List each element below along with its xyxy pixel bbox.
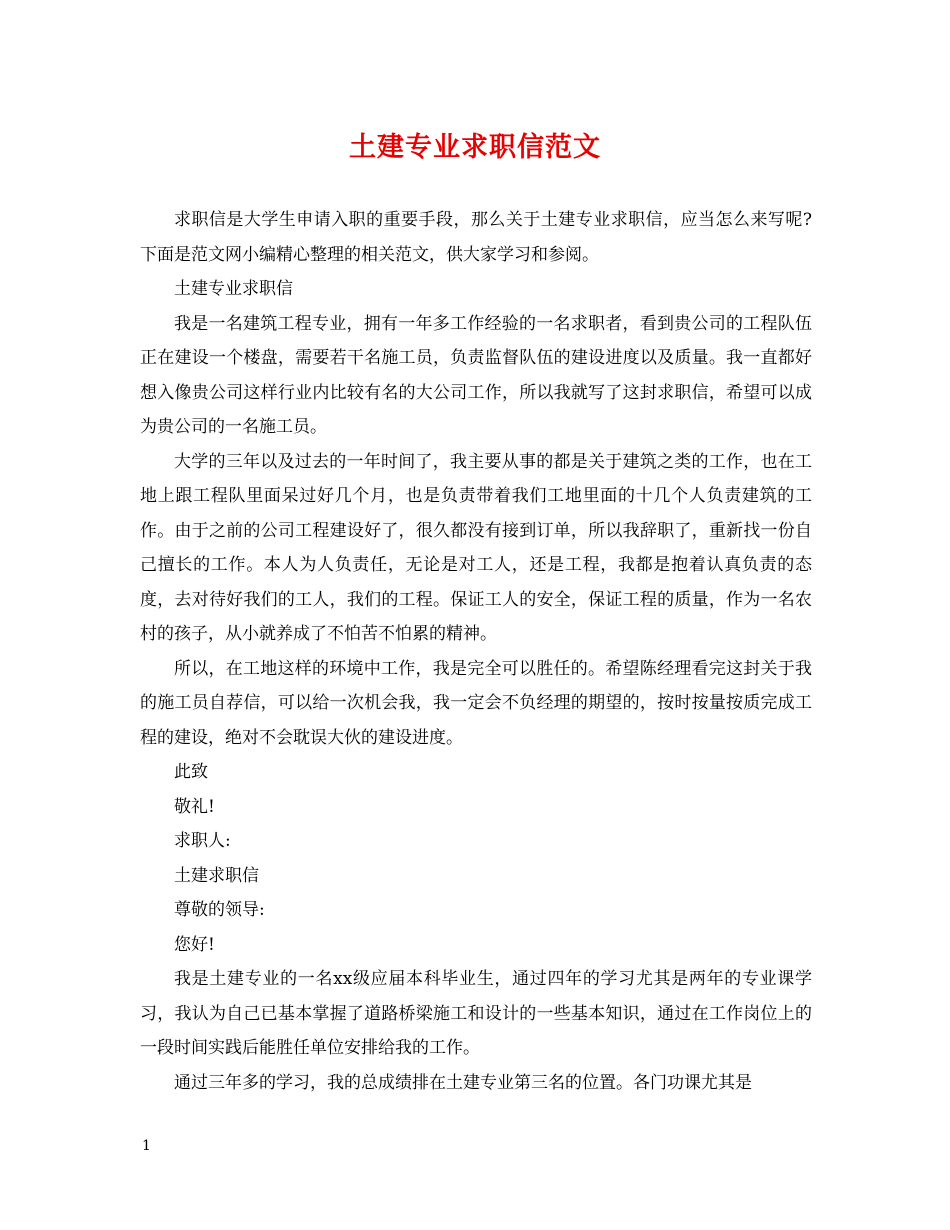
document-body bbox=[140, 203, 812, 1100]
signature-label: 求职人: bbox=[174, 831, 231, 851]
document-title: 土建专业求职信范文 bbox=[349, 132, 601, 163]
closing-regards: 敬礼! bbox=[174, 796, 215, 817]
paragraph-heading-2: 土建求职信 bbox=[174, 865, 259, 886]
greeting-recipient: 尊敬的领导: bbox=[174, 900, 265, 920]
paragraph-intro: 求职信是大学生申请入职的重要手段，那么关于土建专业求职信，应当怎么来写呢?下面是范文网小编精心整理的相关范文，供大家学习和参阅。 bbox=[140, 210, 812, 265]
paragraph-5: 通过三年多的学习，我的总成绩排在土建专业第三名的位置。各门功课尤其是 bbox=[174, 1072, 752, 1093]
paragraph-heading-1: 土建专业求职信 bbox=[174, 279, 293, 299]
paragraph-2: 大学的三年以及过去的一年时间了，我主要从事的都是关于建筑之类的工作，也在工地上跟工程队里面呆过好几个月，也是负责带着我们工地里面的十几个人负责建筑的工作。由于之前的公司工程建设好了，很久都没有接到订单，所以我辞职了，重新找一份自己擅长的工作。本人为人负责任，无论是对工人，还是工程，我都是抱着认真负责的态度，去对待好我们的工人，我们的工程。保证工人的安全，保证工程的质量，作为一名农村的孩子，从小就养成了不怕苦不怕累的精神。 bbox=[140, 451, 812, 644]
paragraph-4: 我是土建专业的一名xx级应届本科毕业生，通过四年的学习尤其是两年的专业课学习，我认为自己已基本掌握了道路桥梁施工和设计的一些基本知识，通过在工作岗位上的一段时间实践后能胜任单位安排给我的工作。 bbox=[140, 969, 812, 1058]
page-number: 1 bbox=[142, 1138, 151, 1154]
greeting-hello: 您好! bbox=[174, 934, 215, 955]
paragraph-1: 我是一名建筑工程专业，拥有一年多工作经验的一名求职者，看到贵公司的工程队伍正在建设一个楼盘，需要若干名施工员，负责监督队伍的建设进度以及质量。我一直都好想入像贵公司这样行业内比较有名的大公司工作，所以我就写了这封求职信，希望可以成为贵公司的一名施工员。 bbox=[140, 313, 812, 437]
closing-salutation: 此致 bbox=[174, 762, 208, 782]
paragraph-3: 所以，在工地这样的环境中工作，我是完全可以胜任的。希望陈经理看完这封关于我的施工员自荐信，可以给一次机会我，我一定会不负经理的期望的，按时按量按质完成工程的建设，绝对不会耽误大伙的建设进度。 bbox=[140, 658, 812, 748]
